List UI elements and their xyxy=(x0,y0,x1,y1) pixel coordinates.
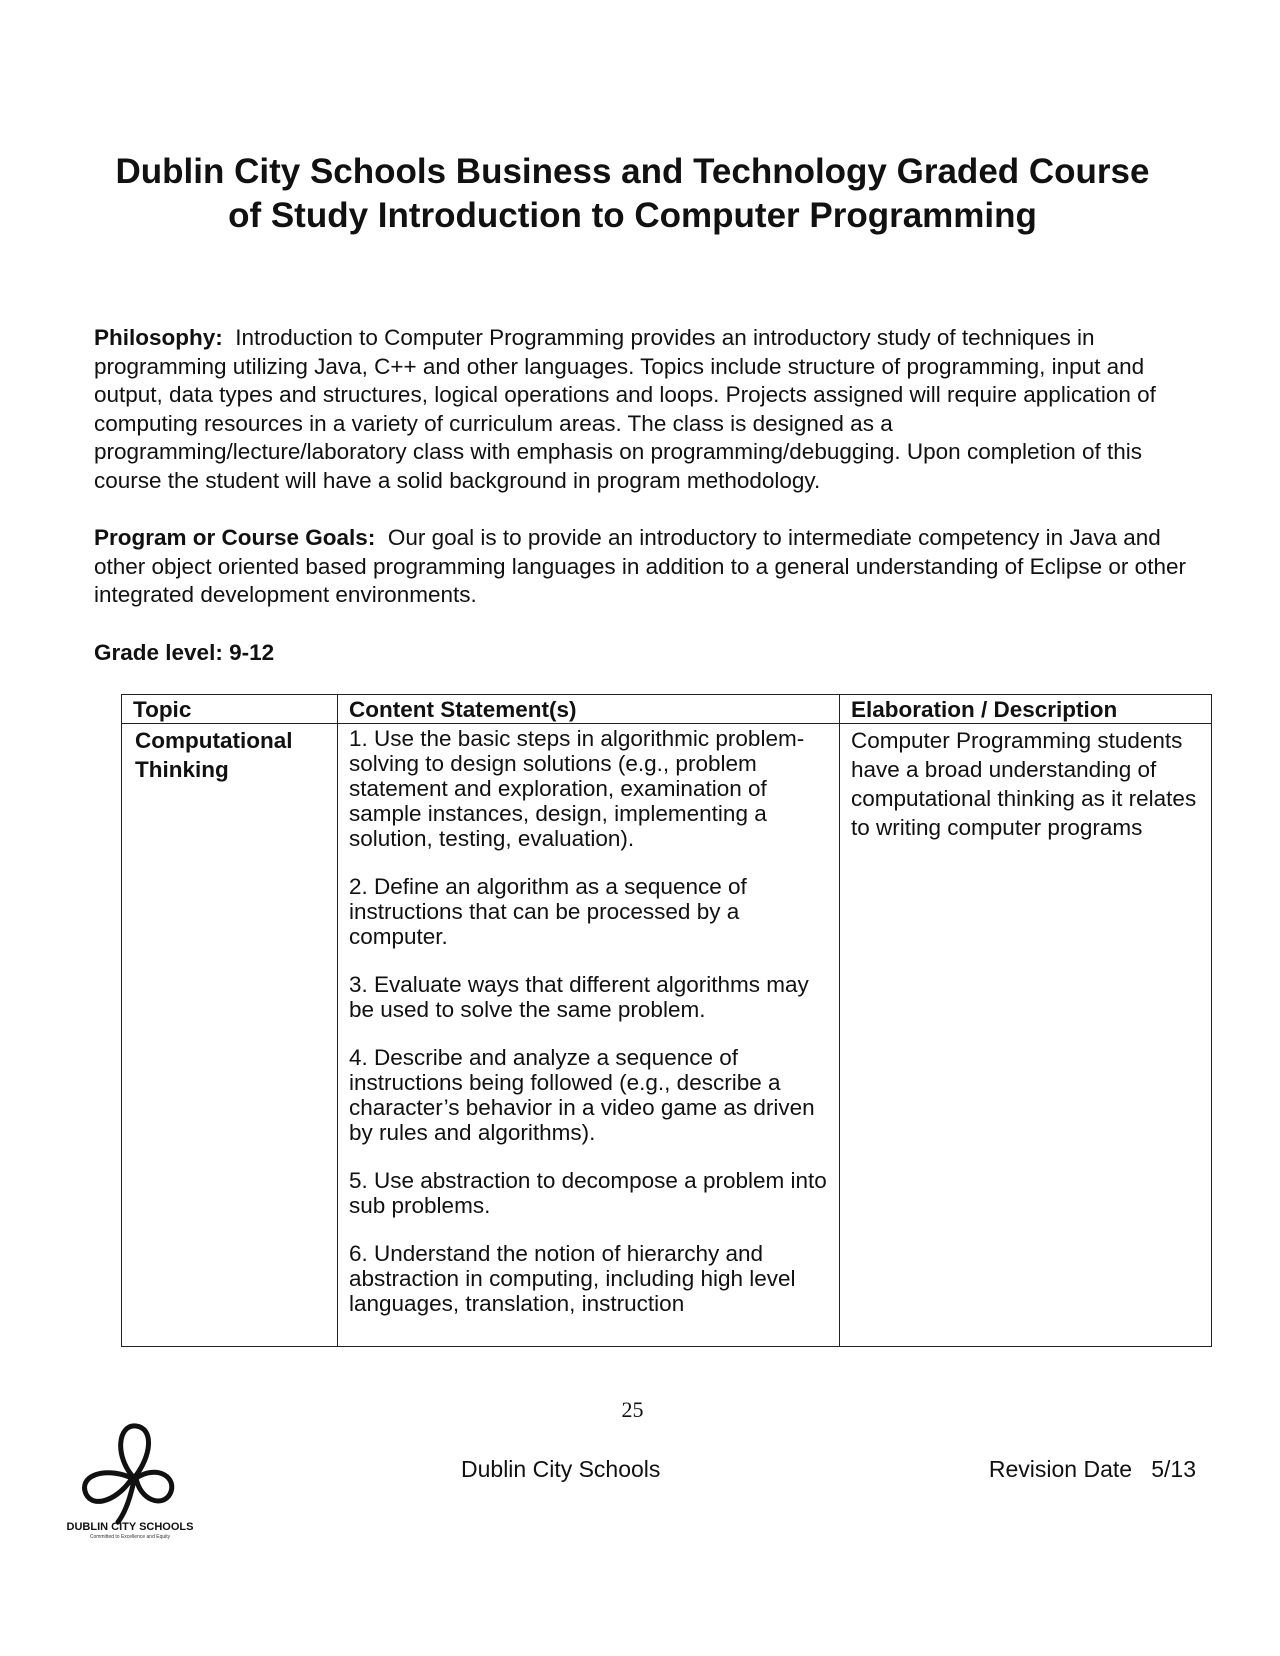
page-number: 25 xyxy=(621,1397,644,1422)
philosophy-paragraph xyxy=(94,324,1204,495)
elaboration-text: Computer Programming students have a broad understanding of computational thinking as it relates to writing computer programs xyxy=(851,728,1197,840)
footer-revision-date xyxy=(989,1456,1196,1483)
logo-text: DUBLIN CITY SCHOOLS xyxy=(66,1521,194,1533)
statement-item: 1. Use the basic steps in algorithmic problem-solving to design solutions (e.g., problem statement and exploration, examination of sample instances, design, implementing a solution, testing, evaluation). xyxy=(349,726,805,851)
document-title xyxy=(60,150,1205,238)
goals-label: Program or Course Goals: xyxy=(94,525,376,550)
header-content-statements: Content Statement(s) xyxy=(338,695,840,724)
statement-item: 2. Define an algorithm as a sequence of instructions that can be processed by a computer. xyxy=(349,874,747,949)
footer-organization: Dublin City Schools xyxy=(461,1456,661,1482)
revision-text: Revision Date 5/13 xyxy=(988,1456,1196,1482)
title-line-1: Dublin City Schools Business and Technology Graded Course xyxy=(115,152,1150,191)
header-topic: Topic xyxy=(122,695,338,724)
philosophy-text: Introduction to Computer Programming provides an introductory study of techniques in programming utilizing Java, C++ and other languages. Topics include structure of programming, input and output, data types and structures, logical operations and loops. Projects assigned will require application of computing resources in a variety of curriculum areas. The class is designed as a programming/lecture/laboratory class with emphasis on programming/debugging. Upon completion of this course the student will have a solid background in program methodology. xyxy=(94,325,1156,493)
dublin-city-schools-logo xyxy=(66,1416,194,1540)
statements-list xyxy=(349,726,828,1346)
course-table xyxy=(121,694,1212,1347)
table-row xyxy=(122,724,1212,1347)
topic-cell xyxy=(122,724,338,1347)
goals-text: Our goal is to provide an introductory to intermediate competency in Java and other object oriented based programming languages in addition to a general understanding of Eclipse or other integrated development environments. xyxy=(94,525,1186,607)
statement-item: 5. Use abstraction to decompose a problem into sub problems. xyxy=(349,1168,827,1218)
grade-level: Grade level: 9-12 xyxy=(94,640,275,665)
statement-item: 6. Understand the notion of hierarchy and abstraction in computing, including high level languages, translation, instruction xyxy=(349,1241,796,1316)
logo-tagline: Committed to Excellence and Equity xyxy=(89,1534,171,1540)
topic-name xyxy=(133,726,326,784)
statement-item: 4. Describe and analyze a sequence of instructions being followed (e.g., describe a character’s behavior in a video game as driven by rules and algorithms). xyxy=(349,1045,815,1145)
goals-paragraph xyxy=(94,524,1204,610)
statement-item: 3. Evaluate ways that different algorithms may be used to solve the same problem. xyxy=(349,972,809,1022)
table-header-row xyxy=(122,695,1212,724)
elaboration-cell xyxy=(840,724,1212,1347)
philosophy-label: Philosophy: xyxy=(94,325,223,350)
title-line-2: of Study Introduction to Computer Programming xyxy=(228,196,1037,235)
header-elaboration: Elaboration / Description xyxy=(840,695,1212,724)
topic-line-2: Thinking xyxy=(135,757,229,782)
content-statements-cell xyxy=(338,724,840,1347)
topic-line-1: Computational xyxy=(135,728,293,753)
